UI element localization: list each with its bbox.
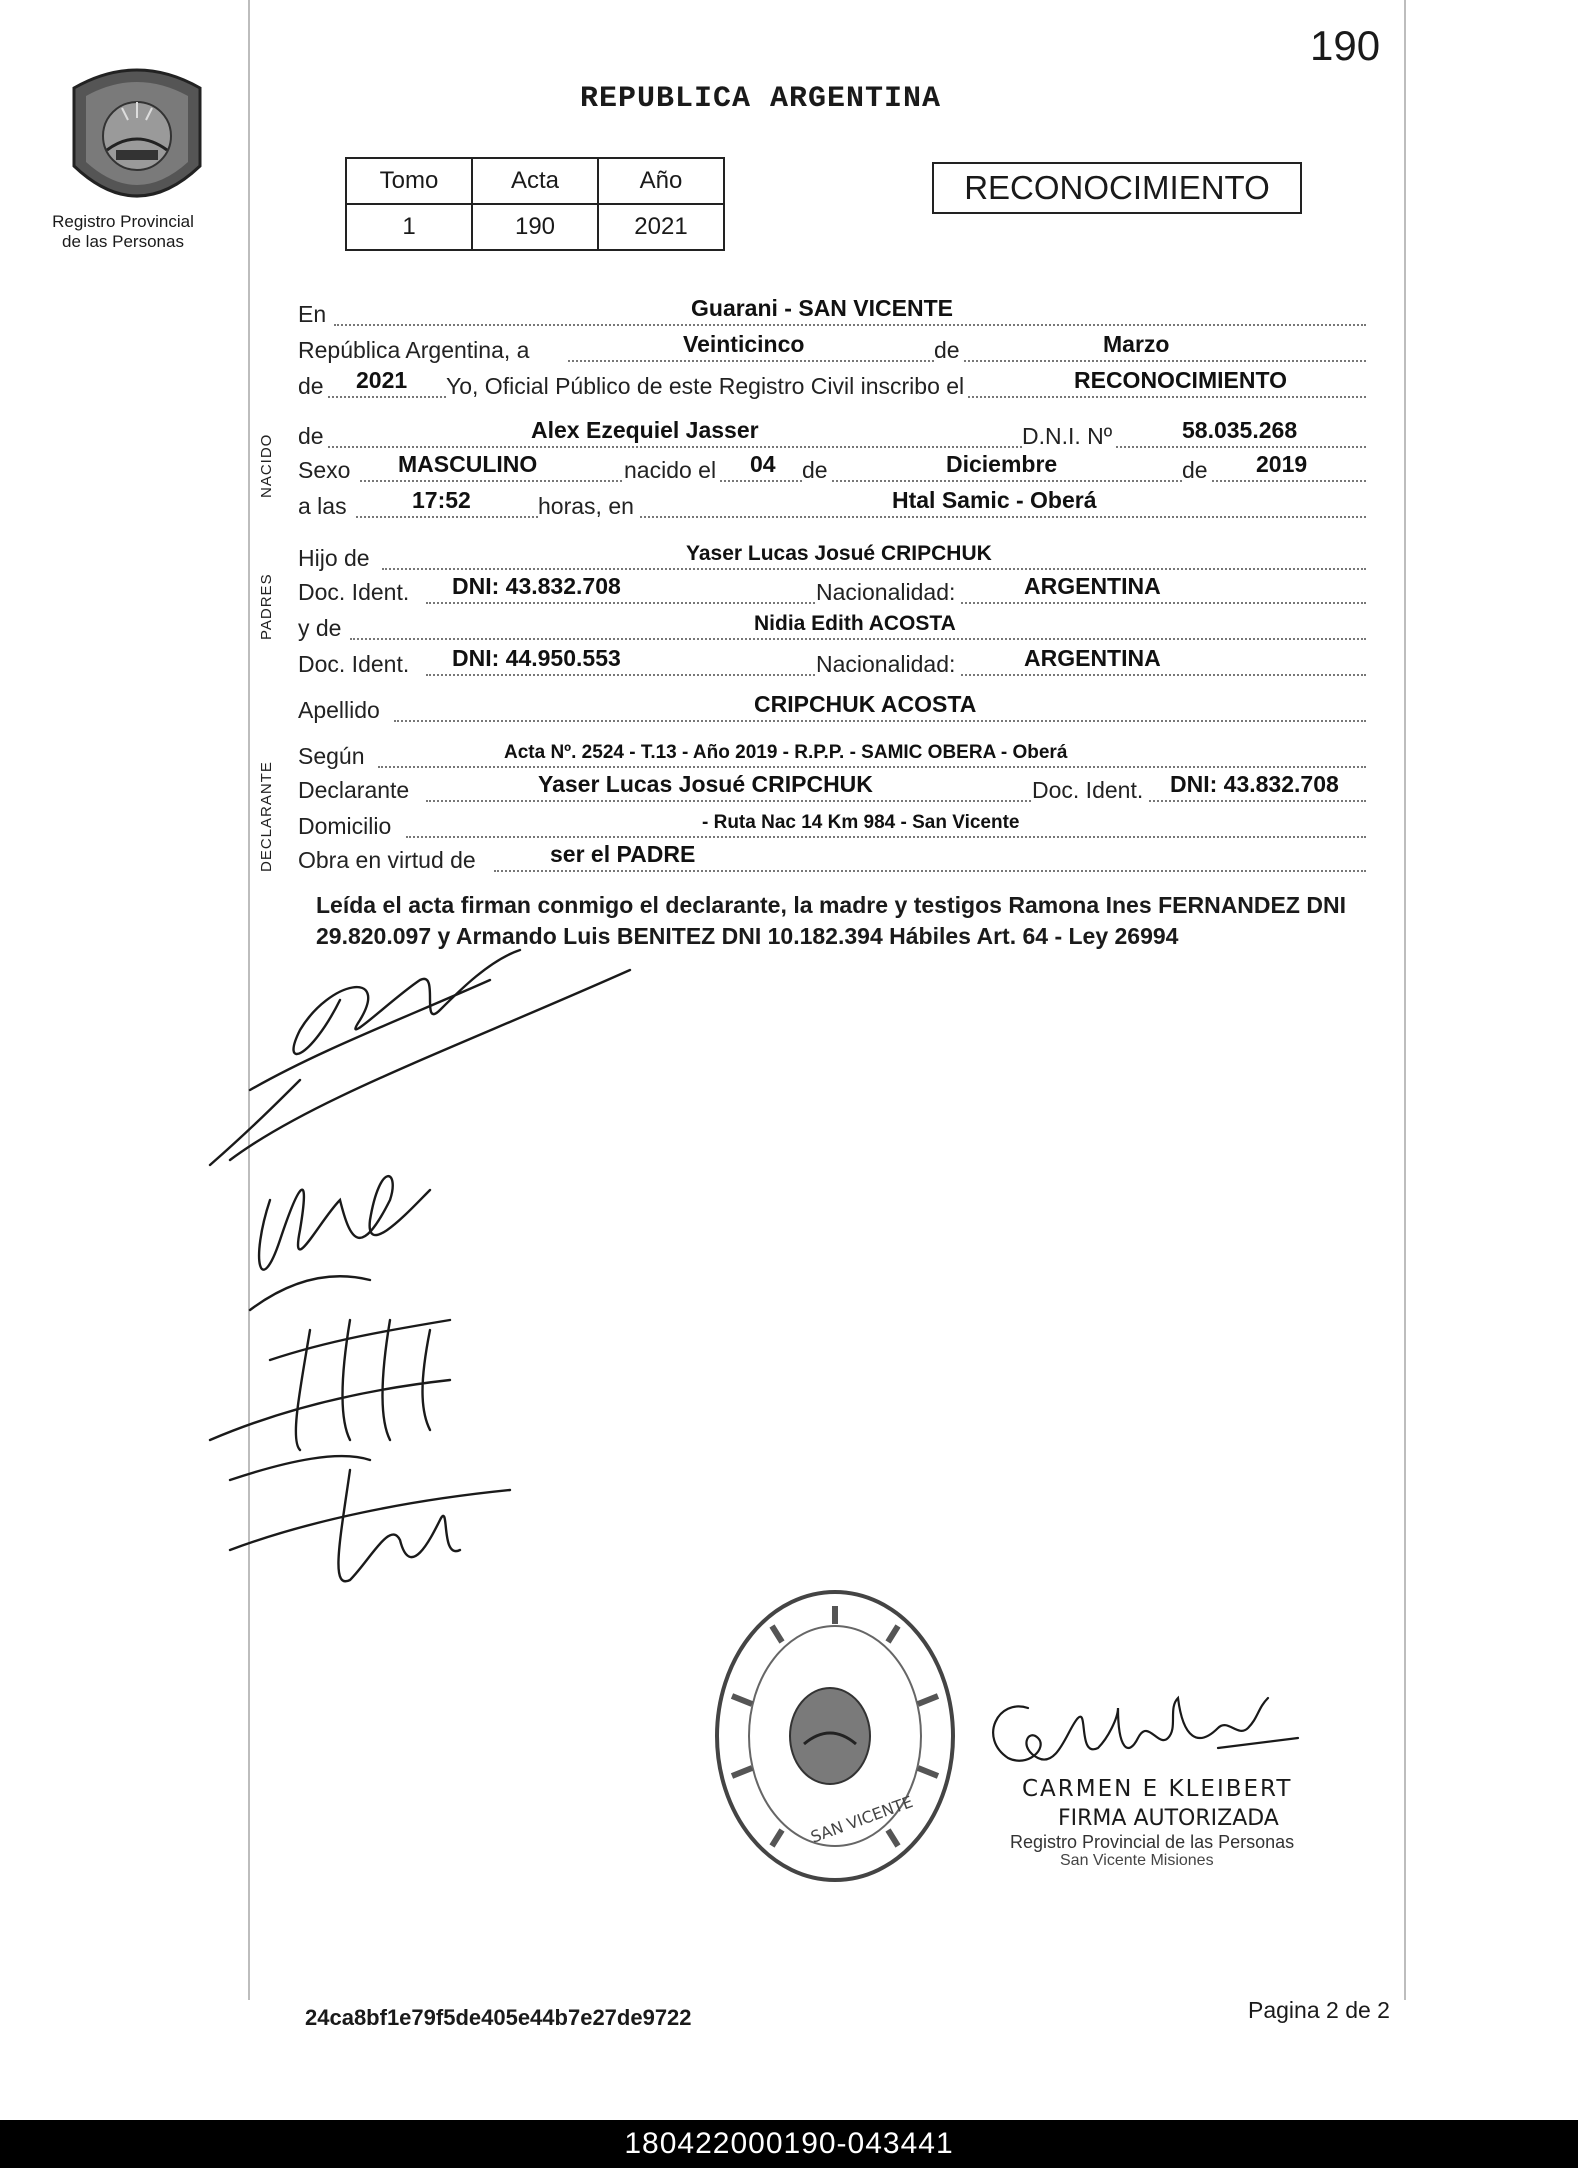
authorized-signature-icon <box>968 1678 1308 1788</box>
signer-place: San Vicente Misiones <box>1060 1852 1214 1869</box>
label-oficial: Yo, Oficial Público de este Registro Civil inscribo el <box>446 373 968 400</box>
value-doc-madre: DNI: 44.950.553 <box>452 645 621 671</box>
page-indicator: Pagina 2 de 2 <box>1248 1997 1390 2023</box>
value-obra: ser el PADRE <box>550 841 696 867</box>
value-mes-nac: Diciembre <box>946 451 1058 477</box>
field-row-segun <box>298 738 1366 772</box>
label-de-mes: de <box>934 337 964 364</box>
field-row-fecha <box>298 332 1366 366</box>
field-row-declarante <box>298 772 1366 806</box>
label-doc-madre: Doc. Ident. <box>298 651 413 678</box>
label-hijo-de: Hijo de <box>298 545 374 572</box>
label-de-dia: de <box>802 457 832 484</box>
label-a-las: a las <box>298 493 351 520</box>
register-table-header-row <box>346 158 724 204</box>
header-tomo: Tomo <box>346 158 472 204</box>
registry-seal <box>62 58 212 218</box>
value-dni-nacido: 58.035.268 <box>1182 417 1298 443</box>
label-de-mes-nac: de <box>1182 457 1212 484</box>
value-doc-declarante: DNI: 43.832.708 <box>1170 771 1339 797</box>
register-table <box>345 157 725 251</box>
field-row-anio <box>298 368 1366 402</box>
field-row-hora <box>298 488 1366 522</box>
label-nacido-el: nacido el <box>624 457 720 484</box>
signer-office: Registro Provincial de las Personas <box>1010 1832 1295 1852</box>
stamp-city: SAN VICENTE <box>808 1792 916 1847</box>
field-row-madre-doc <box>298 646 1366 680</box>
value-declarante: Yaser Lucas Josué CRIPCHUK <box>538 771 873 797</box>
label-segun: Según <box>298 743 369 770</box>
field-row-padre-doc <box>298 574 1366 608</box>
field-row-domicilio <box>298 808 1366 842</box>
right-margin-line <box>1404 0 1406 2000</box>
official-stamp-icon <box>712 1586 958 1886</box>
label-nac-padre: Nacionalidad: <box>816 579 959 606</box>
value-nombre-padre: Yaser Lucas Josué CRIPCHUK <box>686 542 992 565</box>
value-nac-madre: ARGENTINA <box>1024 645 1161 671</box>
value-domicilio: - Ruta Nac 14 Km 984 - San Vicente <box>702 812 1020 833</box>
label-doc-padre: Doc. Ident. <box>298 579 413 606</box>
value-anio: 2021 <box>598 204 724 250</box>
label-horas-en: horas, en <box>538 493 638 520</box>
label-republica: República Argentina, a <box>298 337 533 364</box>
value-tomo: 1 <box>346 204 472 250</box>
footer-code-bar: 180422000190-043441 <box>0 2120 1578 2168</box>
side-label-padres: PADRES <box>258 573 275 640</box>
registry-label-line1: Registro Provincial <box>52 212 194 231</box>
signer-role: FIRMA AUTORIZADA <box>1058 1806 1279 1831</box>
label-dni-nacido: D.N.I. Nº <box>1022 423 1116 450</box>
value-apellido: CRIPCHUK ACOSTA <box>754 691 977 717</box>
value-nombre-madre: Nidia Edith ACOSTA <box>754 612 956 635</box>
label-y-de: y de <box>298 615 345 642</box>
value-sexo: MASCULINO <box>398 451 538 477</box>
side-label-nacido: NACIDO <box>258 433 275 498</box>
header-acta: Acta <box>472 158 598 204</box>
label-de-anio: de <box>298 373 328 400</box>
side-label-declarante: DECLARANTE <box>258 761 275 872</box>
witness-signatures-icon <box>190 940 670 1680</box>
value-nac-padre: ARGENTINA <box>1024 573 1161 599</box>
value-hora: 17:52 <box>412 487 471 513</box>
document-title: REPUBLICA ARGENTINA <box>580 82 942 116</box>
value-en: Guarani - SAN VICENTE <box>691 295 953 321</box>
field-row-apellido <box>298 692 1366 726</box>
field-row-madre <box>298 610 1366 644</box>
label-obra: Obra en virtud de <box>298 847 480 874</box>
record-type-box: RECONOCIMIENTO <box>932 162 1302 214</box>
value-acta: 190 <box>472 204 598 250</box>
closing-statement: Leída el acta firman conmigo el declarante, la madre y testigos Ramona Ines FERNANDEZ DNI 29.820.097 y Armando Luis BENITEZ DNI 10.182.394 Hábiles Art. 64 - Ley 26994 <box>316 892 1346 949</box>
value-dia-nac: 04 <box>750 451 776 477</box>
field-row-padre <box>298 540 1366 574</box>
label-doc-declarante: Doc. Ident. <box>1032 777 1147 804</box>
value-lugar-nac: Htal Samic - Oberá <box>892 487 1097 513</box>
header-anio: Año <box>598 158 724 204</box>
value-anio-nac: 2019 <box>1256 451 1308 477</box>
label-declarante: Declarante <box>298 777 413 804</box>
registry-label-line2: de las Personas <box>62 232 184 251</box>
value-mes: Marzo <box>1103 331 1170 357</box>
signer-name: CARMEN E KLEIBERT <box>1022 1776 1293 1802</box>
label-nac-madre: Nacionalidad: <box>816 651 959 678</box>
field-row-obra <box>298 842 1366 876</box>
value-tipo-inscripcion: RECONOCIMIENTO <box>1074 367 1287 393</box>
field-row-sexo <box>298 452 1366 486</box>
value-doc-padre: DNI: 43.832.708 <box>452 573 621 599</box>
label-domicilio: Domicilio <box>298 813 395 840</box>
value-dia: Veinticinco <box>683 331 805 357</box>
field-row-nacido <box>298 418 1366 452</box>
value-anio-inscripcion: 2021 <box>356 367 408 393</box>
value-segun: Acta Nº. 2524 - T.13 - Año 2019 - R.P.P. - SAMIC OBERA - Oberá <box>504 742 1068 763</box>
register-table-value-row <box>346 204 724 250</box>
label-de-nacido: de <box>298 423 328 450</box>
registry-label <box>28 212 218 252</box>
value-nombre-nacido: Alex Ezequiel Jasser <box>531 417 759 443</box>
provincial-seal-icon <box>62 58 212 218</box>
field-row-en <box>298 296 1366 330</box>
label-apellido: Apellido <box>298 697 384 724</box>
label-sexo: Sexo <box>298 457 354 484</box>
document-hash: 24ca8bf1e79f5de405e44b7e27de9722 <box>305 2005 692 2030</box>
page-number: 190 <box>1310 22 1381 69</box>
label-en: En <box>298 301 330 328</box>
